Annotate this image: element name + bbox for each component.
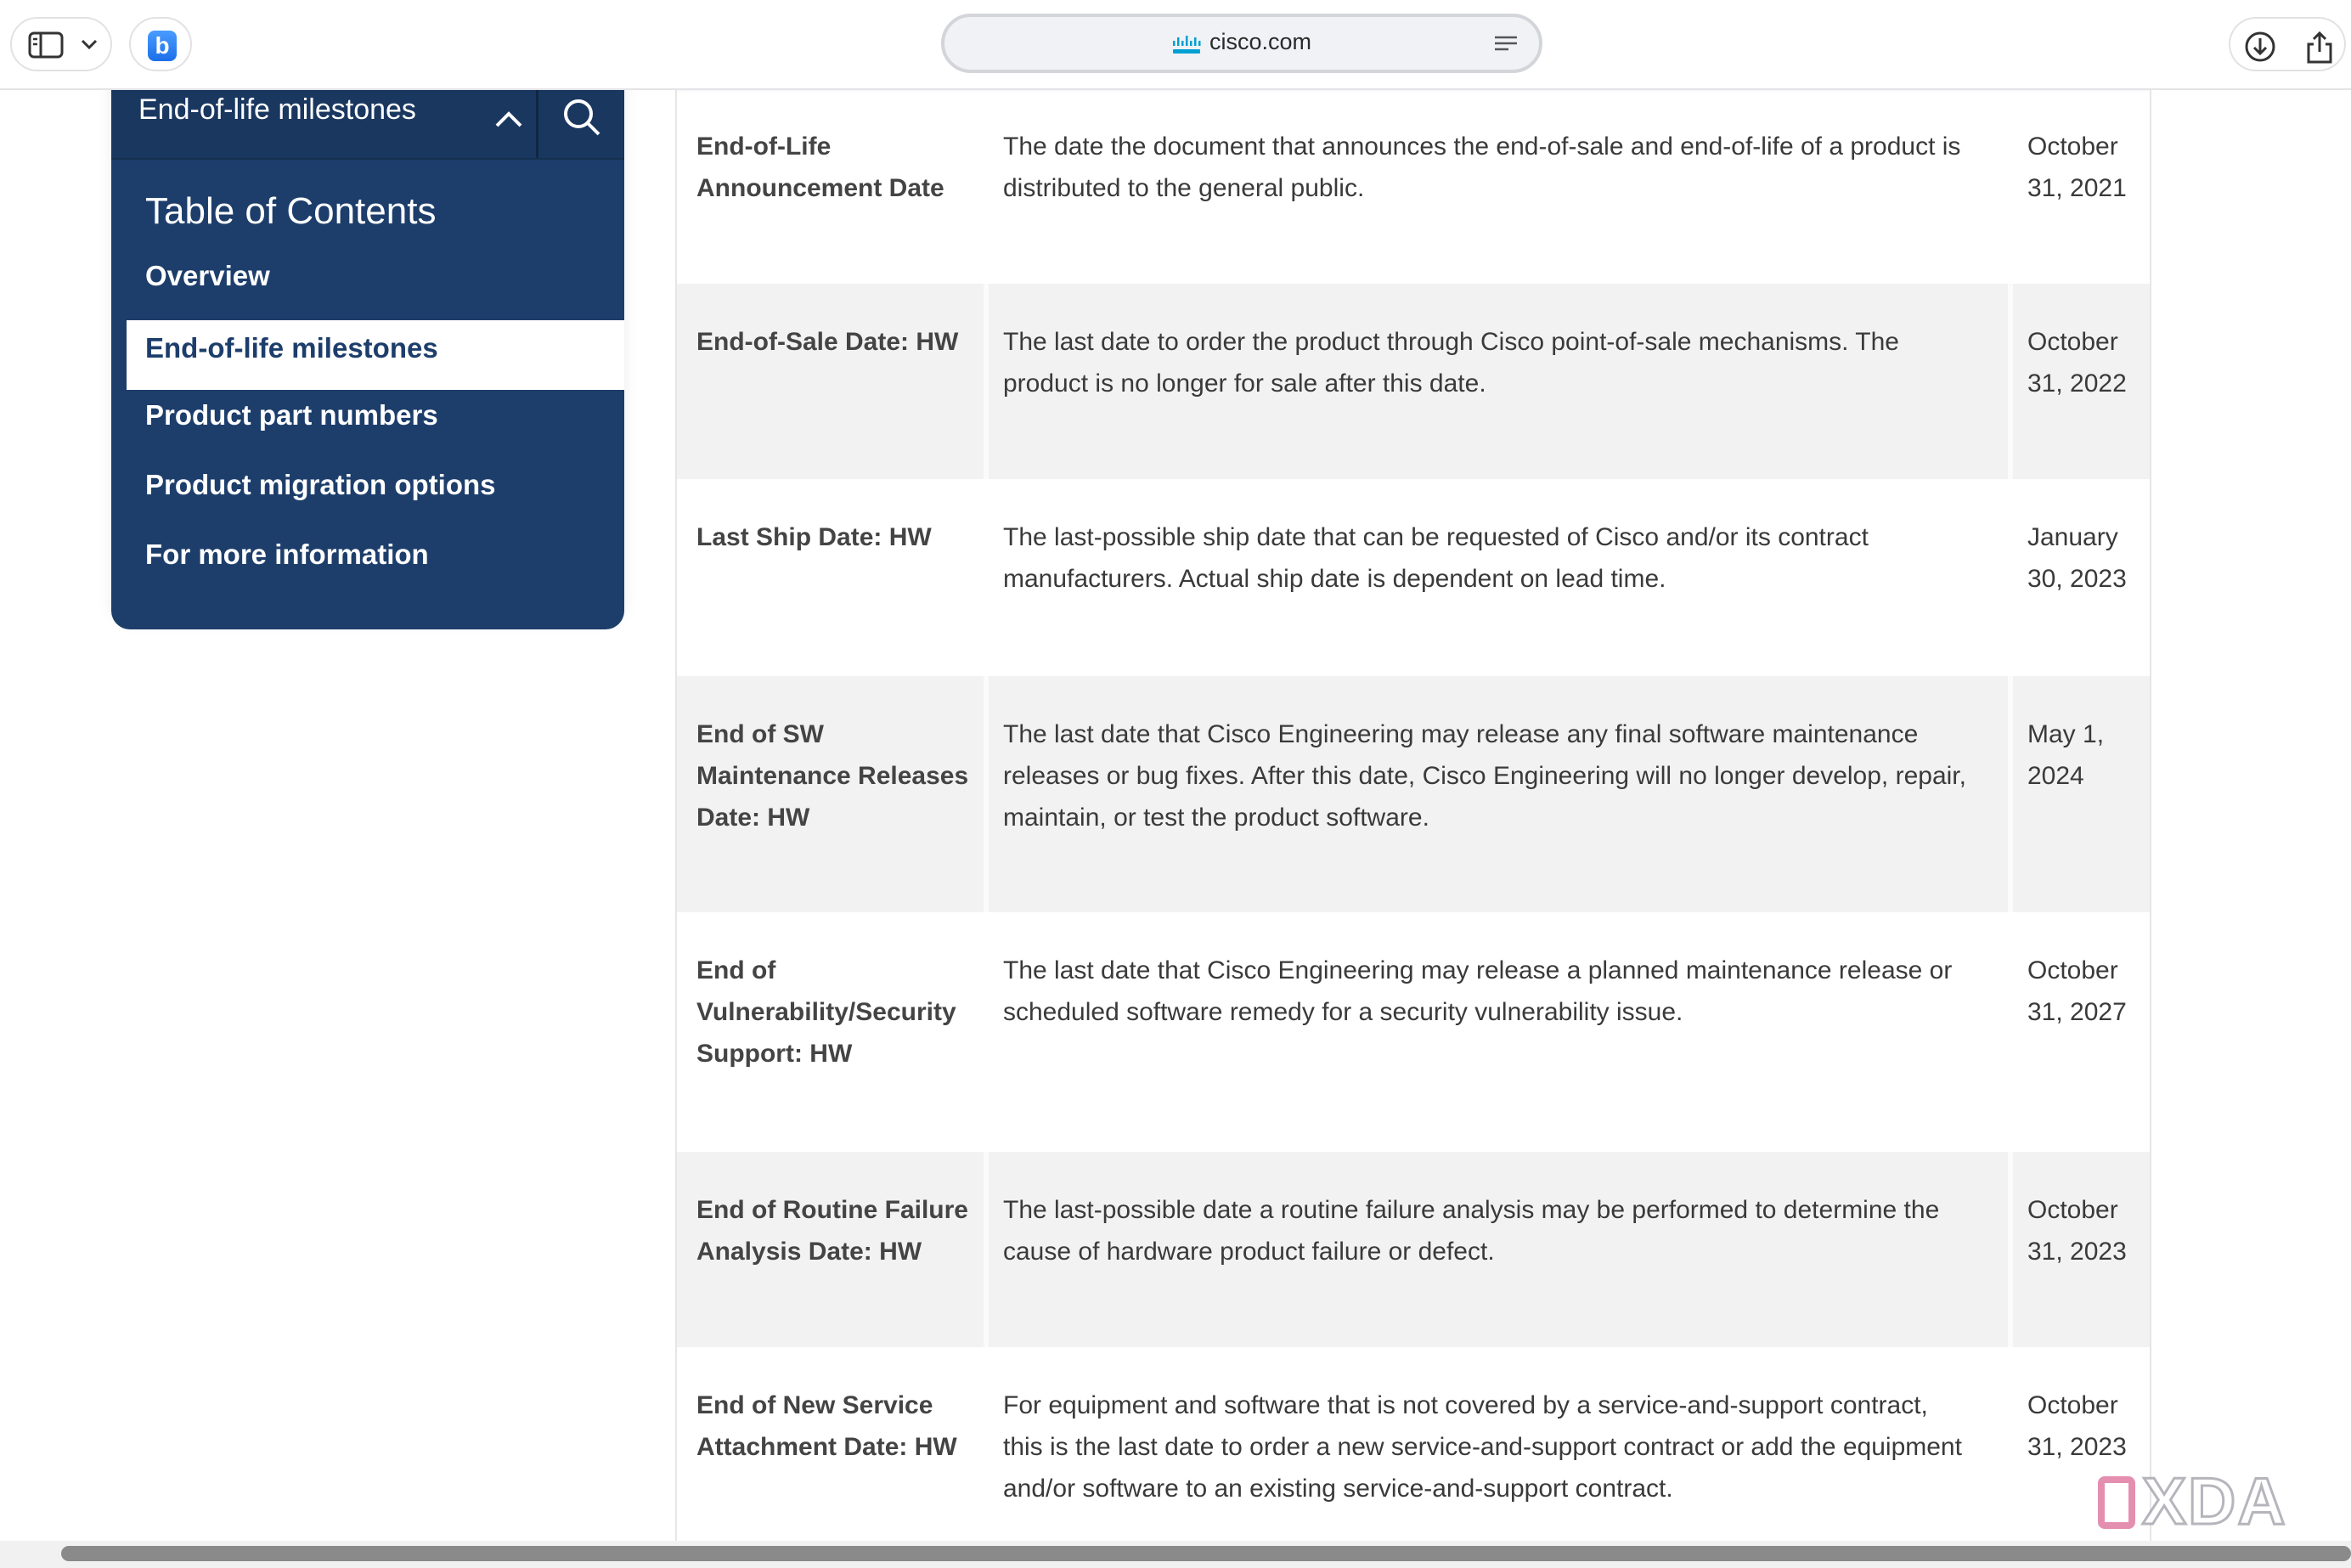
toc-item-end-of-life-milestones[interactable] xyxy=(127,320,624,390)
download-button[interactable] xyxy=(2229,17,2292,71)
xda-logo-icon xyxy=(2098,1476,2135,1529)
table-row xyxy=(677,1347,2150,1541)
date-cell: October 31, 2023 xyxy=(2027,1391,2127,1461)
table-row xyxy=(677,912,2150,1152)
date-cell: January 30, 2023 xyxy=(2027,523,2127,593)
browser-toolbar xyxy=(0,0,2351,90)
url-text: cisco.com xyxy=(1209,29,1312,54)
download-icon xyxy=(2244,31,2276,63)
definition-cell: The last-possible ship date that can be requested of Cisco and/or its contract manufacturers. Actual ship date is dependent on lead time. xyxy=(1003,523,1869,593)
cisco-logo-icon xyxy=(1172,34,1201,56)
horizontal-scrollbar[interactable] xyxy=(0,1541,2351,1568)
definition-cell: The date the document that announces the end-of-sale and end-of-life of a product is distributed to the general public. xyxy=(1003,133,1961,202)
chevron-up-icon[interactable] xyxy=(493,99,524,141)
extension-icon: b xyxy=(148,31,177,61)
milestones-table xyxy=(675,0,2151,1541)
toc-header xyxy=(111,82,624,160)
date-cell: October 31, 2027 xyxy=(2027,956,2127,1026)
milestone-cell: End-of-Life Announcement Date xyxy=(696,133,944,202)
milestone-cell: End of New Service Attachment Date: HW xyxy=(696,1391,957,1461)
definition-cell: The last date that Cisco Engineering may release a planned maintenance release or scheduled software remedy for a security vulnerability issue. xyxy=(1003,956,1953,1026)
scrollbar-thumb[interactable] xyxy=(61,1546,2351,1561)
toc-item-product-part-numbers[interactable]: Product part numbers xyxy=(145,399,438,431)
milestone-cell: End-of-Sale Date: HW xyxy=(696,328,959,356)
milestone-cell: End of Routine Failure Analysis Date: HW xyxy=(696,1196,968,1266)
definition-cell: The last-possible date a routine failure analysis may be performed to determine the cause of hardware product failure or defect. xyxy=(1003,1196,1940,1266)
chevron-down-icon[interactable] xyxy=(80,36,99,53)
date-cell: October 31, 2023 xyxy=(2027,1196,2127,1266)
toc-current-section[interactable]: End-of-life milestones xyxy=(138,93,416,126)
extension-button[interactable] xyxy=(129,17,192,71)
milestone-cell: End of SW Maintenance Releases Date: HW xyxy=(696,720,969,832)
toc-item-product-migration-options[interactable]: Product migration options xyxy=(145,469,496,500)
table-row xyxy=(677,676,2150,912)
table-row xyxy=(677,479,2150,676)
share-icon xyxy=(2305,31,2334,65)
table-row xyxy=(677,284,2150,479)
table-row xyxy=(677,88,2150,284)
definition-cell: The last date to order the product through Cisco point-of-sale mechanisms. The product is no longer for sale after this date. xyxy=(1003,328,1899,398)
definition-cell: The last date that Cisco Engineering may release any final software maintenance releases or bug fixes. After this date, Cisco Engineering will no longer develop, repair, maintain, or test the product software. xyxy=(1003,720,1966,832)
search-icon[interactable] xyxy=(560,93,604,141)
reader-mode-icon[interactable] xyxy=(1493,34,1519,54)
sidebar-toggle-group[interactable] xyxy=(10,17,112,71)
address-bar[interactable] xyxy=(941,14,1542,73)
toc-title: Table of Contents xyxy=(145,190,437,232)
date-cell: May 1, 2024 xyxy=(2027,720,2105,790)
toc-item-overview[interactable]: Overview xyxy=(145,260,270,291)
date-cell: October 31, 2021 xyxy=(2027,133,2127,202)
xda-watermark xyxy=(2098,1463,2287,1540)
milestone-cell: Last Ship Date: HW xyxy=(696,523,932,551)
definition-cell: For equipment and software that is not covered by a service-and-support contract, this is the last date to order a new service-and-support contract or add the equipment and/or software to an existing service-and-support contract. xyxy=(1003,1391,1962,1503)
toc-item-label: End-of-life milestones xyxy=(145,332,438,364)
milestone-cell: End of Vulnerability/Security Support: HW xyxy=(696,956,956,1068)
date-cell: October 31, 2022 xyxy=(2027,328,2127,398)
share-button[interactable] xyxy=(2292,17,2346,71)
toc-header-divider xyxy=(536,82,538,158)
table-row xyxy=(677,1152,2150,1347)
toc-item-for-more-information[interactable]: For more information xyxy=(145,539,429,570)
table-of-contents-panel xyxy=(111,82,624,629)
sidebar-icon[interactable] xyxy=(27,31,65,59)
watermark-text: XDA xyxy=(2142,1464,2287,1538)
